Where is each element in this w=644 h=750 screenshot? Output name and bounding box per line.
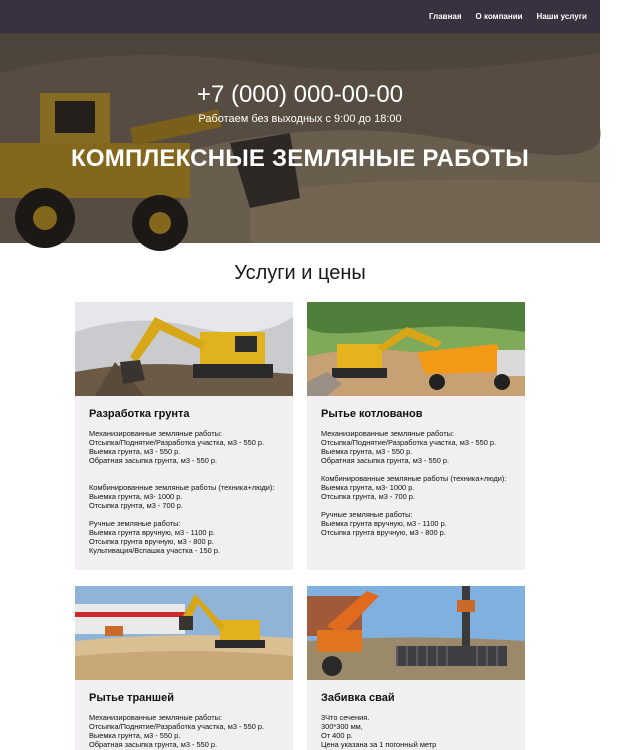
card-line: Культивация/Вспашка участка - 150 р.: [89, 546, 220, 555]
card-line: Выемка грунта, м3- 1000 р.: [321, 483, 415, 492]
card-line: Отсыпка грунта, м3 - 700 р.: [89, 501, 183, 510]
services-title: Услуги и цены: [234, 262, 366, 284]
card-line: Выемка грунта, м3 - 550 р.: [89, 731, 181, 740]
card-line: От 400 р.: [321, 731, 353, 740]
hero-phone[interactable]: +7 (000) 000-00-00: [196, 81, 404, 108]
top-navigation: [0, 0, 630, 33]
card-line: 3Что сечения.: [321, 713, 370, 722]
card-line: Выемка грунта, м3 - 550 р.: [89, 447, 181, 456]
trench-excavator-image: [75, 586, 293, 680]
excavator-image: [75, 302, 293, 396]
hero-overlay: [0, 33, 600, 243]
card-title: Разработка грунта: [89, 408, 190, 420]
hero-title: КОМПЛЕКСНЫЕ ЗЕМЛЯНЫЕ РАБОТЫ: [71, 145, 529, 172]
hero-working-hours: Работаем без выходных с 9:00 до 18:00: [198, 113, 402, 125]
card-title: Рытье котлованов: [321, 408, 423, 420]
card-line: Выемка грунта вручную, м3 - 1100 р.: [321, 519, 447, 528]
card-line: Отсыпка/Поднятие/Разработка участка, м3 - 550 р.: [321, 438, 497, 447]
card-line: Выемка грунта, м3- 1000 р.: [89, 492, 183, 501]
hero-banner: [0, 33, 600, 243]
card-line: Механизированные земляные работы:: [89, 713, 222, 722]
pile-driving-image: [307, 586, 525, 680]
card-line: Отсыпка/Поднятие/Разработка участка, м3 - 550 р.: [89, 438, 265, 447]
card-line: 300*300 мм,: [321, 722, 363, 731]
card-line: Ручные земляные работы:: [89, 519, 181, 528]
card-line: Обратная засыпка грунта, м3 - 550 р.: [89, 740, 218, 749]
nav-link-works[interactable]: Наши р: [600, 12, 630, 21]
card-line: Ручные земляные работы:: [321, 510, 413, 519]
card-line: Отсыпка/Поднятие/Разработка участка, м3 - 550 р.: [89, 722, 265, 731]
card-line: Выемка грунта, м3 - 550 р.: [321, 447, 413, 456]
service-card-piles[interactable]: [307, 586, 525, 750]
nav-link-services[interactable]: Наши услуги: [536, 12, 587, 21]
nav-link-about[interactable]: О компании: [475, 12, 523, 21]
card-line: Отсыпка грунта вручную, м3 - 800 р.: [89, 537, 214, 546]
card-title: Рытье траншей: [89, 692, 174, 704]
card-line: Механизированные земляные работы:: [321, 429, 454, 438]
card-line: Комбинированные земляные работы (техника+люди):: [321, 474, 507, 483]
card-line: Обратная засыпка грунта, м3 - 550 р.: [89, 456, 218, 465]
card-line: Отсыпка грунта вручную, м3 - 800 р.: [321, 528, 446, 537]
service-card-soil[interactable]: [75, 302, 293, 570]
card-line: Обратная засыпка грунта, м3 - 550 р.: [321, 456, 450, 465]
card-line: Комбинированные земляные работы (техника+люди):: [89, 483, 275, 492]
excavator-truck-image: [307, 302, 525, 396]
service-card-trenches[interactable]: [75, 586, 293, 750]
card-line: Цена указана за 1 погонный метр: [321, 740, 437, 749]
card-line: Механизированные земляные работы:: [89, 429, 222, 438]
card-title: Забивка свай: [321, 692, 395, 704]
card-line: Выемка грунта вручную, м3 - 1100 р.: [89, 528, 215, 537]
card-line: Отсыпка грунта, м3 - 700 р.: [321, 492, 415, 501]
service-card-pits[interactable]: [307, 302, 525, 570]
nav-link-home[interactable]: Главная: [429, 12, 462, 21]
nav-links: [429, 0, 644, 33]
